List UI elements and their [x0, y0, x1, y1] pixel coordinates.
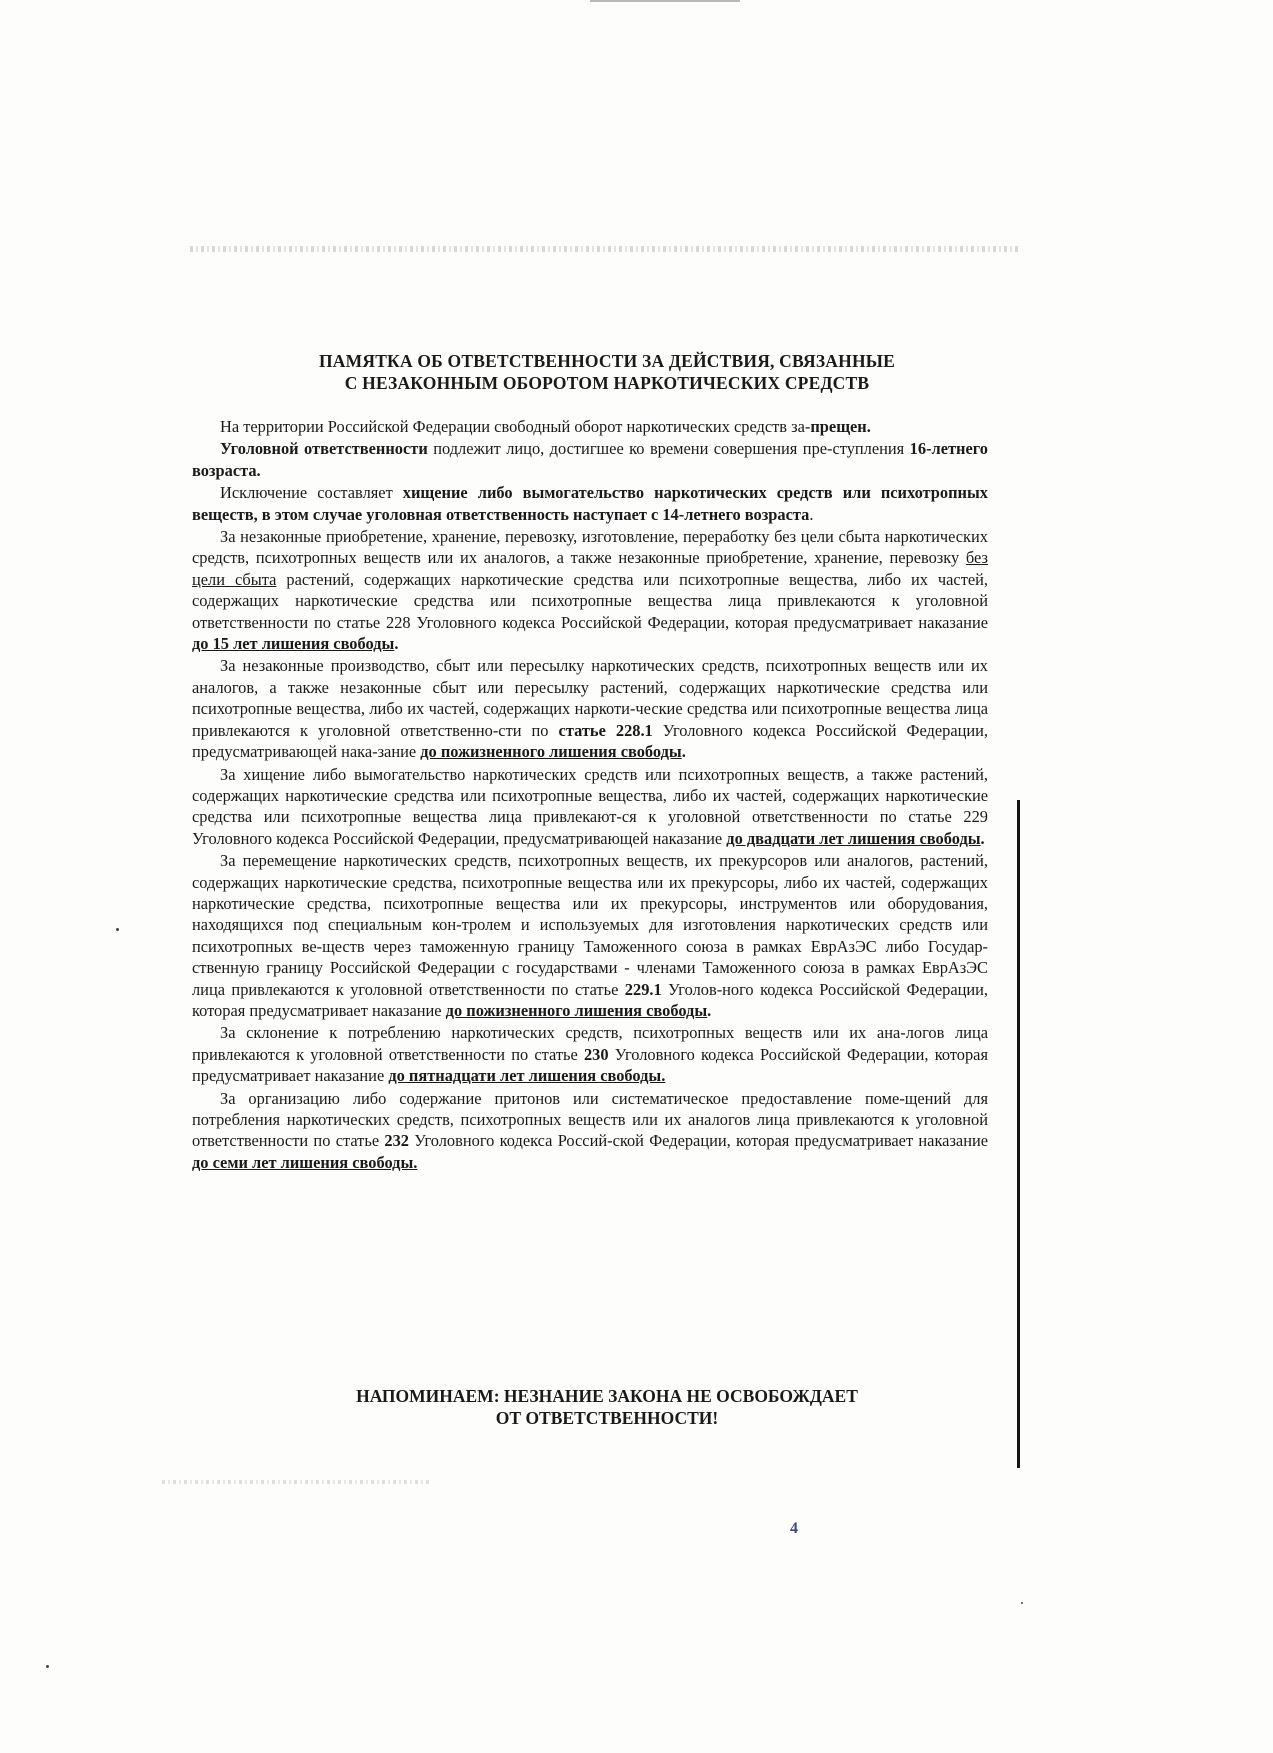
penalty-text: до двадцати лет лишения свободы	[726, 828, 981, 848]
paragraph-9	[192, 1088, 988, 1174]
paragraph-2	[192, 438, 988, 481]
text-run: подлежит лицо, достигшее ко времени совершения пре-ступления	[427, 439, 910, 459]
text-run: За незаконные производство, сбыт или пересылку наркотических средств, психотропных веществ или их аналогов, а также незаконные сбыт или пересылку растений, содержащих наркотические средства или психотропные вещества, либо их частей, содержащих наркоти-ческие средства или психотропные вещества лица привлекаются к уголовной ответственно-сти по	[192, 656, 988, 740]
scan-noise-streak	[190, 246, 1020, 252]
paragraph-1	[192, 416, 988, 437]
text-run: Исключение составляет	[220, 483, 403, 503]
penalty-text: до семи лет лишения свободы.	[192, 1152, 418, 1172]
emphasis: хищение либо вымогательство наркотических средств или психотропных веществ, в этом случае уголовная ответственность наступает с 14-летнего возраста	[192, 483, 988, 524]
closing-line-2: ОТ ОТВЕТСТВЕННОСТИ!	[495, 1408, 719, 1428]
penalty-text: до 15 лет лишения свободы	[192, 634, 395, 654]
text-run: .	[681, 742, 686, 762]
text-run: На территории Российской Федерации свободный оборот наркотических средств за-	[220, 417, 811, 436]
text-run: .	[707, 1000, 712, 1020]
paragraph-7	[192, 850, 988, 1021]
underlined-text: без цели сбыта	[192, 548, 988, 589]
title-line-1: ПАМЯТКА ОБ ОТВЕТСТВЕННОСТИ ЗА ДЕЙСТВИЯ, СВЯЗАННЫЕ	[318, 351, 896, 371]
emphasis: статье 228.1	[558, 720, 653, 740]
text-run: Уголовного кодекса Россий-ской Федерации, которая предусматривает наказание	[409, 1131, 989, 1151]
paragraph-8	[192, 1022, 988, 1086]
title-line-2: С НЕЗАКОННЫМ ОБОРОТОМ НАРКОТИЧЕСКИХ СРЕДСТВ	[344, 373, 870, 393]
speck	[116, 928, 119, 931]
text-run: Уголов-ного кодекса Российской Федерации, которая предусматривает наказание	[192, 979, 989, 1020]
text-run: Уголовного кодекса Российской Федерации, которая предусматривает наказание	[192, 1044, 988, 1086]
emphasis: 16-летнего возраста.	[192, 439, 988, 480]
emphasis: Уголовной ответственности	[220, 439, 428, 459]
penalty-text: до пожизненного лишения свободы	[420, 742, 682, 762]
emphasis: 229.1	[624, 979, 662, 999]
paragraph-4	[192, 526, 988, 654]
paragraph-6	[192, 764, 988, 850]
closing-line-1: НАПОМИНАЕМ: НЕЗНАНИЕ ЗАКОНА НЕ ОСВОБОЖДАЕТ	[356, 1386, 858, 1406]
page-number: 4	[790, 1520, 798, 1537]
text-run: За организацию либо содержание притонов или систематическое предоставление поме-щений для потребления наркотических средств, психотропных веществ или их аналогов лица привлекаются к уголовной ответственности по статье	[192, 1088, 988, 1151]
document-body	[192, 416, 988, 1174]
scan-noise-streak	[162, 1480, 432, 1484]
emphasis: прещен	[810, 417, 867, 436]
scan-edge-mark	[590, 0, 740, 2]
text-run: Уголовного кодекса Российской Федерации, предусматривающей нака-зание	[192, 720, 989, 762]
emphasis: 230	[583, 1044, 609, 1064]
text-run: .	[866, 417, 871, 436]
penalty-text: до пятнадцати лет лишения свободы.	[388, 1066, 666, 1086]
speck	[1021, 1602, 1023, 1604]
text-run: За склонение к потреблению наркотических средств, психотропных веществ или их ана-логов лица привлекаются к уголовной ответственности по статье	[192, 1023, 988, 1064]
text-run: растений, содержащих наркотические средства или психотропные вещества, либо их частей, содержащих наркотические средства или психотропные вещества лица привлекаются к уголовной ответственности по статье 228 Уголовного кодекса Российской Федерации, которая предусматривает наказание	[192, 569, 989, 632]
penalty-text: до пожизненного лишения свободы	[445, 1000, 708, 1020]
speck	[46, 1665, 49, 1668]
document-title	[192, 350, 1022, 394]
scan-margin-line	[1017, 800, 1020, 1468]
text-run: .	[980, 828, 985, 848]
text-run: .	[809, 504, 814, 524]
emphasis: 232	[384, 1131, 409, 1151]
paragraph-3	[192, 482, 988, 525]
text-run: .	[394, 634, 399, 654]
text-run: За перемещение наркотических средств, психотропных веществ, их прекурсоров или аналогов, растений, содержащих наркотические средства, психотропные вещества или их прекурсоры, либо их частей, содержащих наркотические средства, психотропные вещества или их прекурсоры, инструментов или оборудования, находящихся под специальным кон-тролем и используемых для изготовления наркотических средств или психотропных ве-ществ через таможенную границу Таможенного союза в рамках ЕврАзЭС либо Государ-ственную границу Российской Федерации с государствами - членами Таможенного союза в рамках ЕврАзЭС лица привлекаются к уголовной ответственности по статье	[192, 851, 988, 999]
paragraph-5	[192, 655, 988, 762]
text-run: За незаконные приобретение, хранение, перевозку, изготовление, переработку без цели сбыта наркотических средств, психотропных веществ или их аналогов, а также незаконные приобретение, хранение, перевозку	[192, 527, 988, 568]
closing-reminder	[192, 1385, 1022, 1429]
text-run: За хищение либо вымогательство наркотических средств или психотропных веществ, а также растений, содержащих наркотические средства или психотропные вещества, либо их частей, содержащих наркотические средства или психотропные вещества лица привлекают-ся к уголовной ответственности по статье 229 Уголовного кодекса Российской Федерации, предусматривающей наказание	[192, 764, 988, 848]
